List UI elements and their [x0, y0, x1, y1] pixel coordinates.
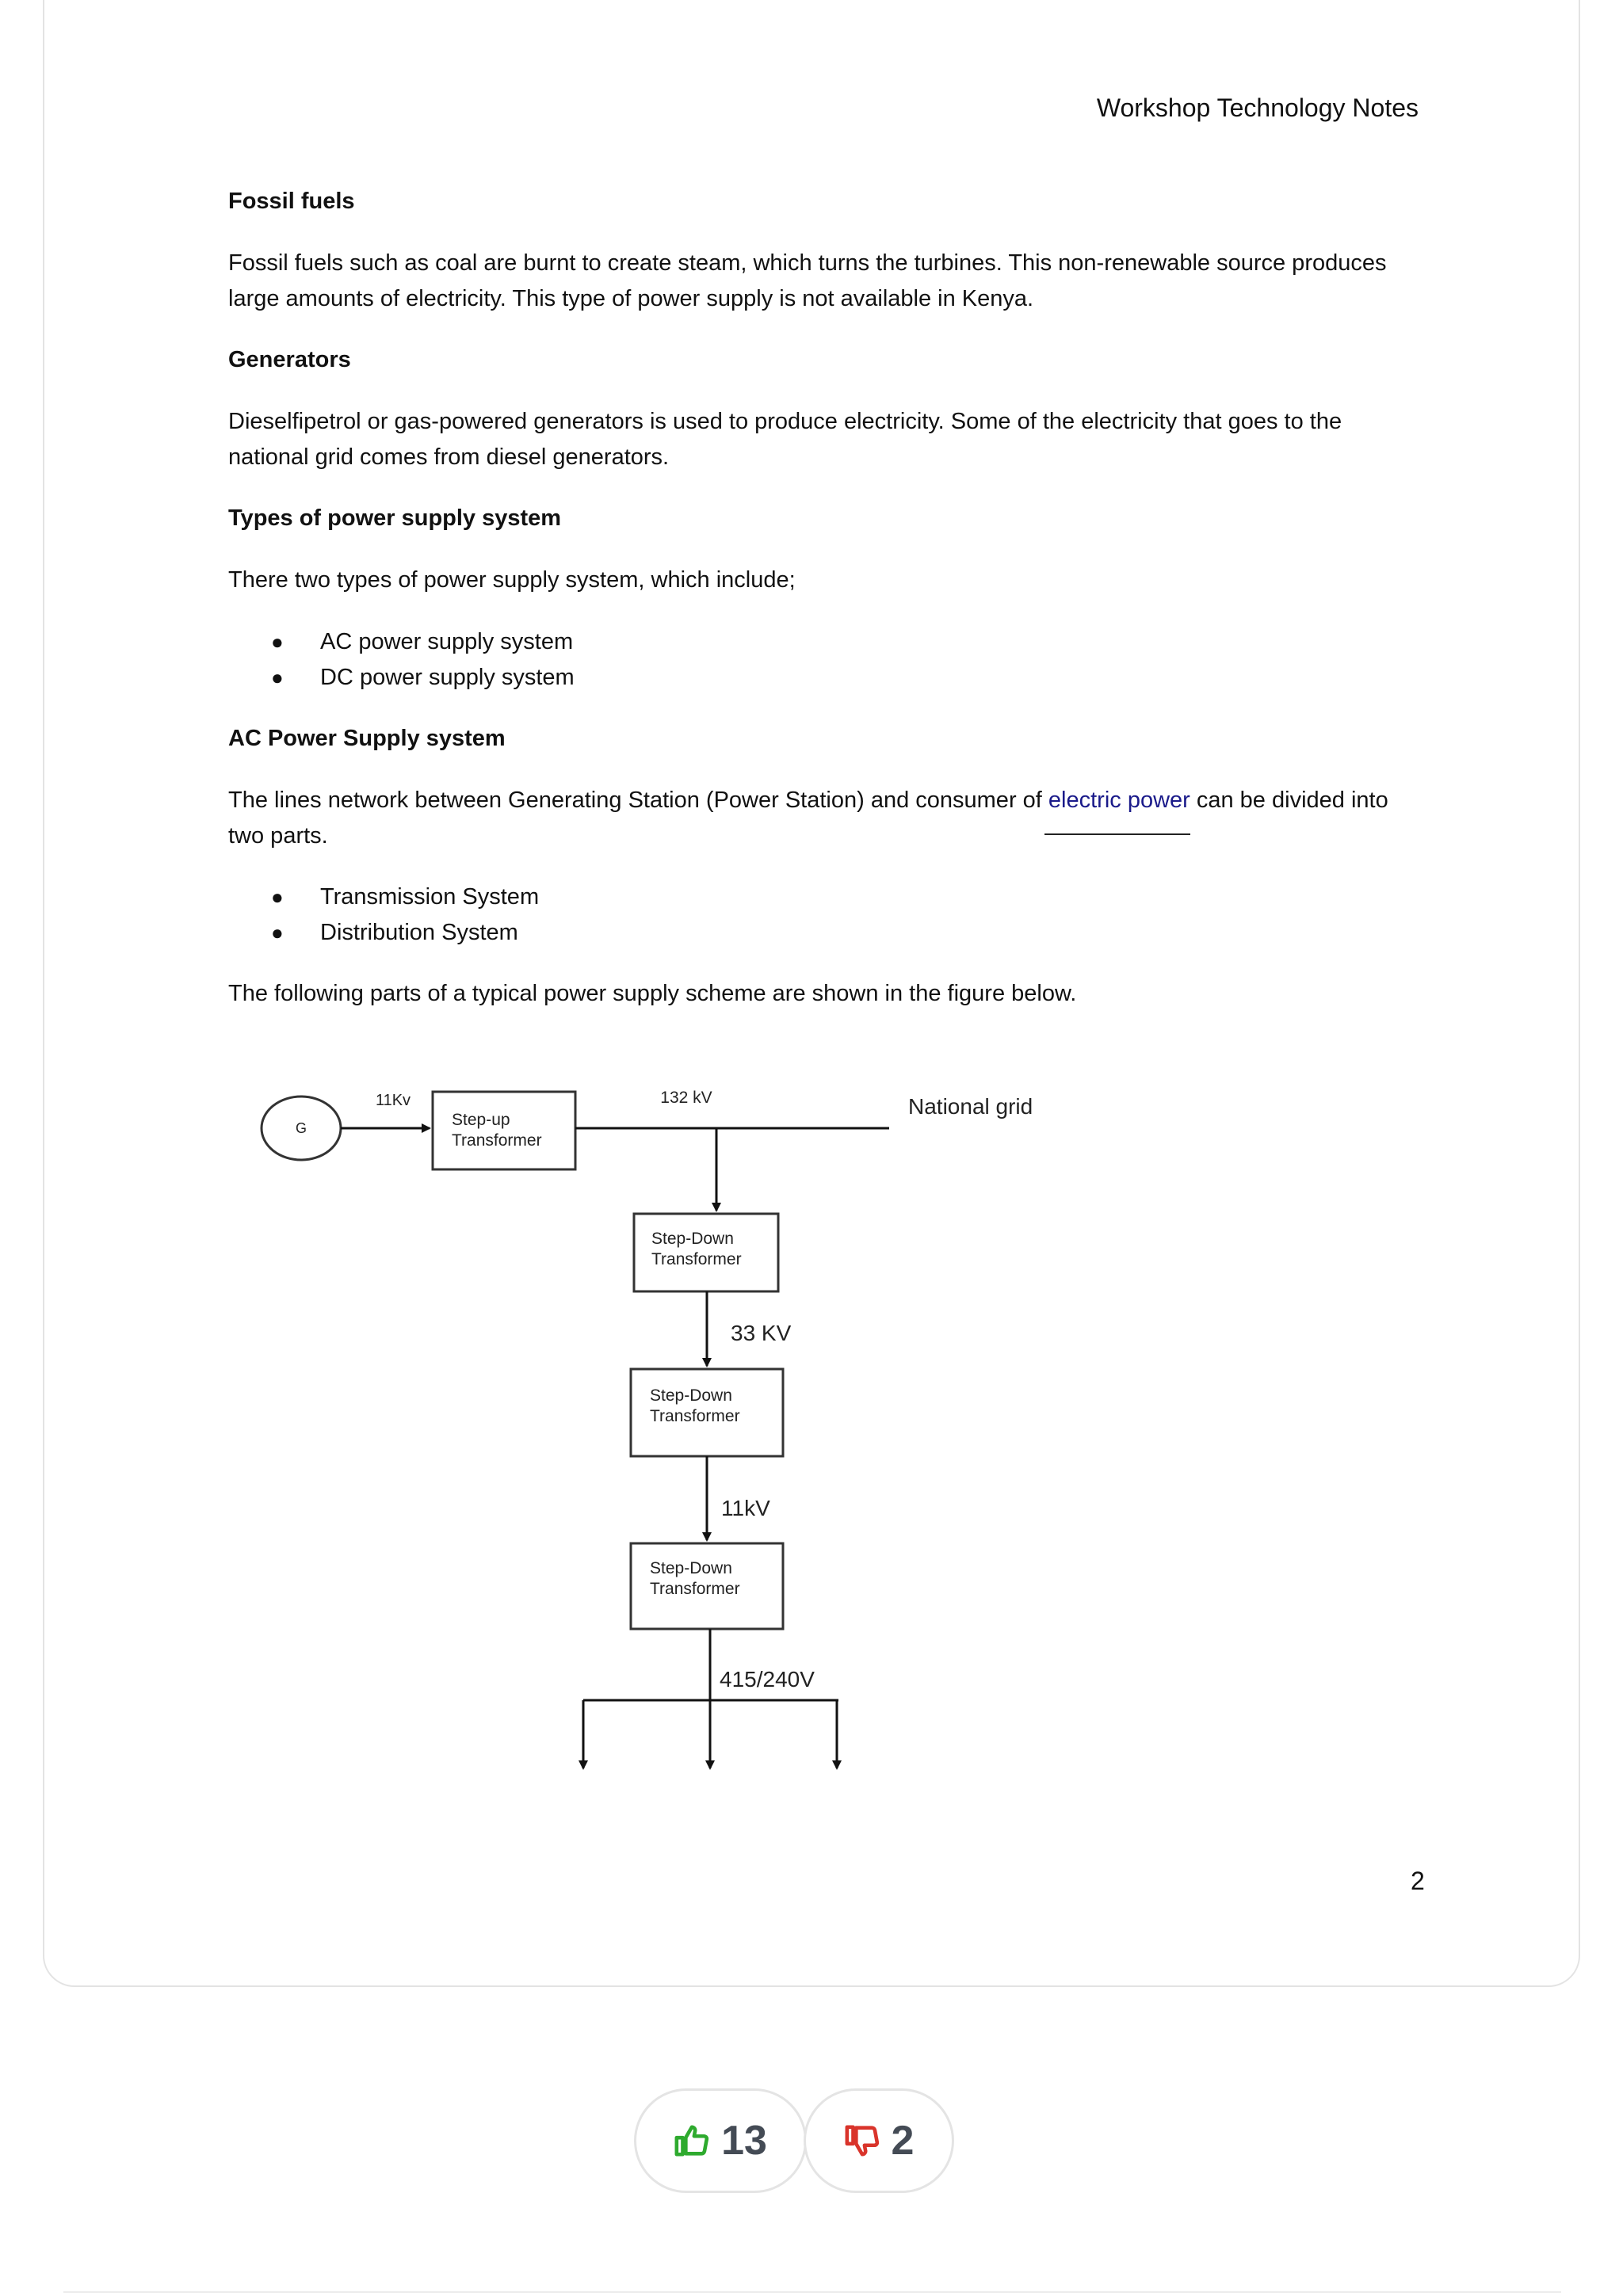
bullet-icon: ●	[271, 885, 284, 909]
bullet-icon: ●	[271, 630, 284, 654]
ac-bullet-list	[228, 879, 1433, 951]
grid-voltage-label: 132 kV	[660, 1089, 712, 1107]
national-grid-label: National grid	[908, 1094, 1033, 1119]
paragraph-line: Dieselfipetrol or gas-powered generators is used to produce electricity. Some of the electricity that goes to the	[228, 409, 1342, 434]
voltage-33kv-label: 33 KV	[731, 1321, 792, 1345]
paragraph-line: The lines network between Generating Station (Power Station) and consumer of electric power can be divided into	[228, 788, 1388, 813]
bullet-icon: ●	[271, 666, 284, 689]
paragraph-ac-power	[228, 783, 1433, 854]
paragraph-generators	[228, 404, 1433, 475]
gen-voltage-label: 11Kv	[375, 1092, 411, 1109]
types-bullet-list	[228, 624, 1433, 696]
upvote-count: 13	[721, 2118, 767, 2164]
thumbs-down-icon	[844, 2122, 880, 2159]
heading-generators: Generators	[228, 347, 351, 372]
thumbs-up-icon	[674, 2122, 710, 2159]
stepdown-3-label-1: Step-Down	[650, 1559, 732, 1577]
list-item: ● Distribution System	[228, 915, 1433, 951]
heading-fossil-fuels: Fossil fuels	[228, 189, 355, 214]
stepdown-1-label-1: Step-Down	[651, 1230, 734, 1248]
paragraph-line: large amounts of electricity. This type of power supply is not available in Kenya.	[228, 286, 1034, 311]
stepup-transformer-box	[433, 1092, 575, 1169]
stepdown-1-label-2: Transformer	[651, 1250, 742, 1268]
stepup-label-2: Transformer	[452, 1131, 542, 1150]
paragraph-line: two parts.	[228, 823, 328, 849]
downvote-count: 2	[891, 2118, 915, 2164]
upvote-button[interactable]	[634, 2088, 807, 2193]
voltage-11kv-label: 11kV	[721, 1496, 770, 1520]
bullet-icon: ●	[271, 921, 284, 944]
paragraph-types-intro: There two types of power supply system, which include;	[228, 567, 796, 593]
paragraph-fossil-fuels	[228, 246, 1433, 317]
generator-label: G	[295, 1120, 307, 1136]
heading-types-of-power-supply: Types of power supply system	[228, 505, 562, 531]
heading-ac-power-supply: AC Power Supply system	[228, 726, 506, 751]
paragraph-line: Fossil fuels such as coal are burnt to create steam, which turns the turbines. This non-renewable source produces	[228, 250, 1387, 276]
stepup-label-1: Step-up	[452, 1111, 510, 1129]
list-item: ● Transmission System	[228, 879, 1433, 915]
power-supply-diagram	[238, 1062, 1109, 1806]
running-header: Workshop Technology Notes	[1096, 93, 1419, 122]
downvote-button[interactable]	[804, 2088, 954, 2193]
footer-divider	[63, 2291, 1561, 2293]
list-item: ● DC power supply system	[228, 660, 1433, 696]
voltage-415-240v-label: 415/240V	[720, 1667, 815, 1691]
stepdown-2-label-1: Step-Down	[650, 1386, 732, 1405]
vote-group	[634, 2088, 954, 2193]
electric-power-link[interactable]: electric power	[1048, 788, 1190, 813]
stepdown-2-label-2: Transformer	[650, 1407, 740, 1425]
list-item: ● AC power supply system	[228, 624, 1433, 660]
paragraph-figure-intro: The following parts of a typical power supply scheme are shown in the figure below.	[228, 981, 1077, 1006]
stepdown-3-label-2: Transformer	[650, 1580, 740, 1598]
paragraph-line: national grid comes from diesel generators.	[228, 444, 670, 470]
underline-decoration	[1044, 833, 1190, 835]
page-number: 2	[1411, 1867, 1425, 1895]
